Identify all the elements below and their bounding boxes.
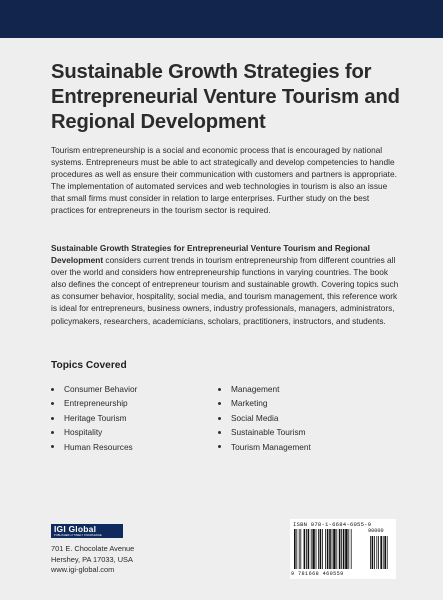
publisher-logo-tagline: PUBLISHER of TIMELY KNOWLEDGE: [54, 534, 102, 537]
topic-label: Hospitality: [64, 427, 103, 438]
bullet-icon: [51, 417, 54, 420]
topic-label: Heritage Tourism: [64, 412, 127, 423]
bullet-icon: [51, 402, 54, 405]
publisher-website: www.igi-global.com: [51, 565, 115, 575]
topic-item: [218, 396, 311, 410]
topic-item: [218, 382, 311, 396]
publisher-logo: [51, 524, 123, 538]
description-paragraph-1: Tourism entrepreneurship is a social and economic process that is encouraged by national systems. Entrepreneurs must be able to act strategically and develop competencies to handle procedures as well as ensure their communication with customers and partners is appropriate. The implementation of automated services and web technologies in tourism is also an issue that small firms must consider in relation to large enterprises. Further study on the best practices for entrepreneurs in the tourism sector is required.: [51, 145, 397, 216]
topic-label: Marketing: [231, 398, 268, 409]
topic-label: Consumer Behavior: [64, 384, 138, 394]
topic-item: [218, 425, 311, 439]
description-paragraph-2-text: considers current trends in tourism entrepreneurship from different countries all over the world and considers how entrepreneurship functions in varying countries. The book also defines the concept of entrepreneur tourism and sustainable growth. Covering topics such as consumer behavior, hospitality, social media, and tourism management, this reference work is ideal for entrepreneurs, business owners, industry professionals, managers, administrators, policymakers, researchers, academicians, scholars, practitioners, instructors, and students.: [51, 255, 399, 326]
bullet-icon: [218, 431, 221, 434]
isbn-barcode: [290, 519, 396, 579]
topic-label: Entrepreneurship: [64, 398, 128, 409]
ean-number: 9 781668 460559: [291, 571, 344, 577]
topics-list-left: [51, 382, 137, 454]
topic-label: Management: [231, 384, 280, 394]
publisher-address: [51, 544, 134, 576]
bullet-icon: [218, 402, 221, 405]
topic-item: [51, 440, 137, 454]
topic-item: [218, 411, 311, 425]
description-paragraph-2-bold-title: Sustainable Growth Strategies for Entrepreneurial Venture Tourism and Regional Development: [51, 243, 370, 266]
barcode-bars: [294, 527, 392, 571]
topic-item: [51, 425, 137, 439]
top-color-band: [0, 0, 443, 38]
topics-heading: Topics Covered: [51, 360, 127, 371]
topic-item: [51, 382, 137, 396]
bullet-icon: [51, 388, 54, 391]
description-paragraph-2: [51, 242, 401, 327]
bullet-icon: [218, 388, 221, 391]
bullet-icon: [51, 431, 54, 434]
bullet-icon: [218, 445, 221, 448]
isbn-number: ISBN 978-1-6684-6055-9: [293, 521, 372, 528]
book-title: Sustainable Growth Strategies for Entrepreneurial Venture Tourism and Regional Development: [51, 61, 400, 133]
topic-label: Social Media: [231, 412, 279, 423]
address-line-2: Hershey, PA 17033, USA: [51, 554, 133, 564]
publisher-logo-name: IGI Global: [54, 524, 97, 534]
topic-item: [218, 440, 311, 454]
barcode-addon-number: 90000: [368, 528, 384, 534]
topic-label: Tourism Management: [231, 441, 311, 452]
bullet-icon: [51, 445, 54, 448]
topic-label: Human Resources: [64, 441, 133, 452]
topic-label: Sustainable Tourism: [231, 427, 306, 438]
address-line-1: 701 E. Chocolate Avenue: [51, 544, 135, 553]
bullet-icon: [218, 417, 221, 420]
topics-list-right: [218, 382, 311, 454]
topic-item: [51, 411, 137, 425]
topic-item: [51, 396, 137, 410]
